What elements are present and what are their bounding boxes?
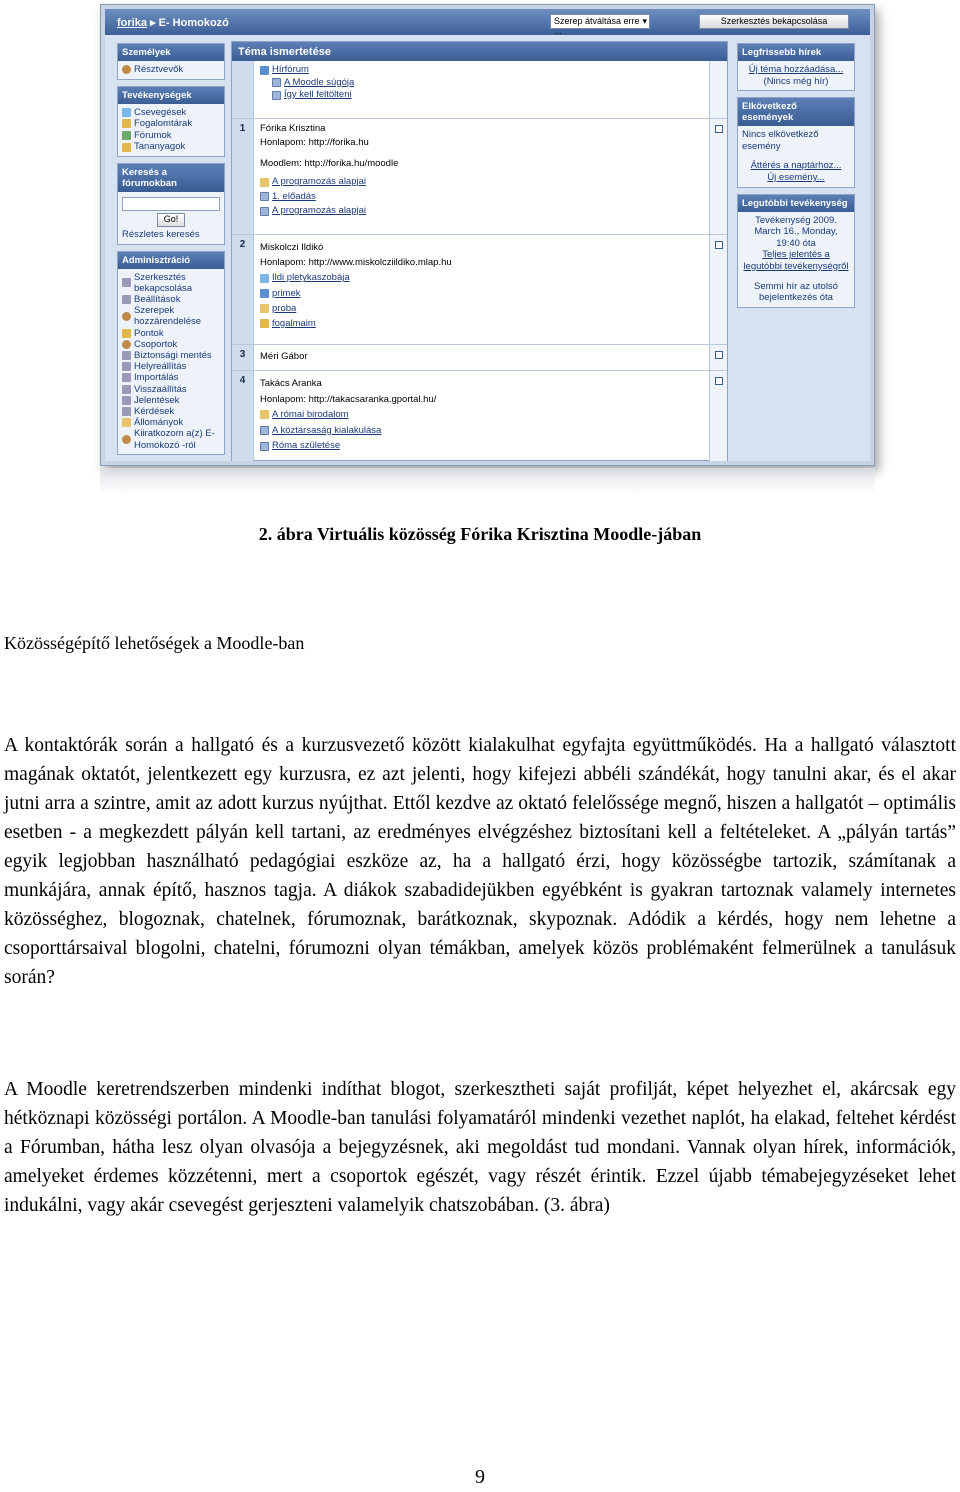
admin-item[interactable] (122, 272, 220, 294)
course-section-2 (232, 235, 727, 345)
activities-block-title: Tevékenységek (118, 87, 224, 104)
admin-item-label: Szerepek hozzárendelése (134, 305, 202, 328)
resource-label: A programozás alapjai (272, 176, 366, 188)
groups-icon (122, 340, 131, 349)
administration-block-title: Adminisztráció (118, 252, 224, 269)
admin-item-label: Visszaállítás (134, 383, 187, 395)
section-resource-link[interactable] (260, 316, 703, 331)
resource-label: 1. előadás (272, 190, 316, 202)
activity-label: Fórumok (134, 129, 172, 141)
moodle-navbar (105, 9, 870, 35)
moodle-screenshot (105, 9, 870, 461)
admin-item[interactable] (122, 350, 220, 361)
grades-icon (122, 329, 131, 338)
document-icon (272, 78, 281, 87)
admin-item[interactable] (122, 428, 220, 450)
forum-search-block-title: Keresés a fórumokban (118, 164, 224, 192)
reports-icon (122, 396, 131, 405)
no-upcoming-events: Nincs elkövetkező esemény (742, 129, 819, 152)
switch-role-select[interactable] (550, 14, 650, 36)
figure-reflection (100, 468, 875, 494)
upload-howto-link[interactable] (260, 89, 703, 102)
switch-role-value: Szerep átváltása erre ... (554, 16, 640, 36)
section-side (709, 371, 727, 461)
document-icon (260, 207, 269, 216)
latest-news-title: Legfrissebb hírek (738, 44, 854, 61)
section-side (709, 119, 727, 234)
page-number: 9 (475, 1466, 485, 1488)
section-resource-link[interactable] (260, 423, 703, 439)
participants-label: Résztvevők (134, 64, 184, 75)
go-to-calendar-link[interactable]: Áttérés a naptárhoz... (750, 160, 842, 172)
reset-icon (122, 385, 131, 394)
document-icon (272, 91, 281, 100)
section-resource-link[interactable] (260, 301, 703, 316)
show-only-section-icon[interactable] (715, 377, 723, 385)
restore-icon (122, 362, 131, 371)
activities-block (117, 86, 225, 157)
glossary-icon (122, 119, 131, 128)
recent-activity-title: Legutóbbi tevékenység (738, 195, 854, 212)
admin-item-label: Csoportok (134, 338, 178, 350)
activity-lessons-link[interactable] (122, 141, 220, 153)
chat-icon (122, 108, 131, 117)
turn-editing-on-button[interactable]: Szerkesztés bekapcsolása (699, 14, 849, 29)
admin-item-label: Kiiratkozom a(z) E-Homokozó -ról (134, 428, 215, 451)
moodle-screenshot-figure (100, 4, 875, 466)
blog-icon (260, 289, 269, 298)
figure-caption: 2. ábra Virtuális közösség Fórika Krisztina Moodle-jában (258, 524, 702, 544)
forum-search-go-button[interactable]: Go! (157, 213, 185, 227)
activity-since: Tevékenység 2009. March 16., Monday, 19:40 óta (754, 214, 838, 249)
latest-news-block (737, 43, 855, 91)
folder-icon (260, 304, 269, 313)
admin-item[interactable] (122, 417, 220, 428)
admin-item[interactable] (122, 384, 220, 395)
course-section-4 (232, 371, 727, 461)
upload-howto-label: Így kell feltölteni (284, 89, 352, 100)
show-only-section-icon[interactable] (715, 241, 723, 249)
people-block-title: Személyek (118, 44, 224, 61)
administration-block (117, 251, 225, 455)
admin-item[interactable] (122, 406, 220, 417)
admin-item-label: Jelentések (134, 394, 180, 406)
forum-icon (122, 131, 131, 140)
breadcrumb-site-link[interactable]: forika (117, 17, 147, 29)
section-number: 4 (232, 371, 254, 461)
section-resource-link[interactable] (260, 438, 703, 454)
admin-item-label: Helyreállítás (134, 361, 187, 373)
forum-search-input[interactable] (122, 197, 220, 211)
breadcrumb-separator: ▸ (150, 17, 156, 29)
course-section-0 (232, 61, 727, 119)
section-number (232, 61, 254, 118)
section-number: 3 (232, 345, 254, 370)
settings-icon (122, 295, 131, 304)
files-icon (122, 418, 131, 427)
section-homepage[interactable]: Honlapom: http://www.miskolcziildiko.mlap.hu (260, 257, 452, 269)
admin-item-label: Kérdések (134, 406, 175, 417)
section-side (709, 61, 727, 118)
section-resource-link[interactable] (260, 407, 703, 423)
roles-icon (122, 312, 131, 321)
body-paragraph: A Moodle keretrendszerben mindenki indíthat blogot, szerkesztheti saját profilját, képet helyezhet el, akárcsak egy hétköznapi közösségi portálon. A Moodle-ban tanulási folyamatáról mindenki vezethet naplót, ha elakad, feltehet kérdést a Fórumban, hátha lesz olyan olvasója a bejegyzésnek, aki megoldást tud mondani. Vannak olyan hírek, információk, amelyeket érdemes közzétenni, mert a csoportok egészét, vagy részét érintik. Ezzel újabb témabejegyzéseket lehet indukálni, vagy akár csevegést gerjeszteni valamelyik chatszobában. (3. ábra) (4, 1079, 956, 1216)
chevron-down-icon: ▾ (642, 16, 647, 26)
questions-icon (122, 407, 131, 416)
section-resource-link[interactable] (260, 286, 703, 301)
course-section-3 (232, 345, 727, 371)
section-homepage[interactable]: Honlapom: http://takacsaranka.gportal.hu/ (260, 393, 437, 405)
left-column (117, 43, 225, 461)
document-icon (260, 442, 269, 451)
breadcrumb (117, 16, 229, 29)
show-only-section-icon[interactable] (715, 351, 723, 359)
section-side (709, 345, 727, 370)
section-moodle-link[interactable]: Moodlem: http://forika.hu/moodle (260, 157, 399, 169)
right-column (737, 43, 855, 314)
admin-item-label: Beállítások (134, 293, 181, 305)
admin-item[interactable] (122, 361, 220, 372)
no-news-note: (Nincs még hír) (763, 75, 829, 87)
unenrol-icon (122, 435, 131, 444)
forum-icon (260, 66, 269, 75)
nothing-new-note: Semmi hír az utolsó bejelentkezés óta (754, 280, 838, 304)
advanced-search-label: Részletes keresés (122, 228, 200, 240)
section-side (709, 235, 727, 344)
show-only-section-icon[interactable] (715, 125, 723, 133)
breadcrumb-course: E- Homokozó (158, 17, 229, 29)
admin-item-label: Biztonsági mentés (134, 349, 212, 361)
activity-forums-link[interactable] (122, 130, 220, 142)
upcoming-events-title: Elkövetkező események (738, 98, 854, 126)
advanced-search-link[interactable] (122, 229, 220, 241)
section-author: Méri Gábor (260, 351, 308, 362)
section-author: Miskolczi Ildikó (260, 242, 324, 253)
resource-label: A római birodalom (272, 409, 349, 421)
section-resource-link[interactable] (260, 204, 703, 218)
resource-label: proba (272, 302, 297, 314)
topic-outline-title: Téma ismertetése (232, 42, 727, 61)
course-main-column (231, 41, 728, 461)
participants-icon (122, 65, 131, 74)
admin-item[interactable] (122, 294, 220, 305)
news-forum-link[interactable] (260, 64, 703, 77)
upcoming-events-block (737, 97, 855, 187)
section-resource-link[interactable] (260, 190, 703, 204)
chat-icon (260, 274, 269, 283)
moodle-help-label: A Moodle súgója (284, 76, 355, 88)
admin-item[interactable] (122, 328, 220, 339)
admin-item-label: Szerkesztés bekapcsolása (134, 271, 193, 294)
admin-item[interactable] (122, 395, 220, 406)
forum-search-block (117, 163, 225, 245)
activity-label: Csevegések (134, 106, 187, 118)
activity-label: Tananyagok (134, 141, 186, 153)
admin-item-label: Pontok (134, 327, 164, 339)
course-section-1 (232, 119, 727, 235)
resource-label: Ildi pletykaszobája (272, 272, 350, 284)
admin-item[interactable] (122, 339, 220, 350)
new-event-link[interactable]: Új esemény... (767, 171, 825, 183)
section-author: Takács Aranka (260, 378, 322, 389)
edit-icon (122, 278, 131, 287)
resource-label: primek (272, 287, 301, 299)
add-topic-link[interactable]: Új téma hozzáadása... (748, 64, 844, 75)
admin-item-label: Importálás (134, 372, 179, 384)
import-icon (122, 373, 131, 382)
activity-chats-link[interactable] (122, 107, 220, 119)
section-resource-link[interactable] (260, 270, 703, 285)
moodle-help-link[interactable] (260, 77, 703, 90)
resource-label: A köztársaság kialakulása (272, 424, 382, 436)
section-heading: Közösségépítő lehetőségek a Moodle-ban (4, 633, 305, 653)
participants-link[interactable] (122, 64, 220, 76)
resource-label: A programozás alapjai (272, 205, 366, 217)
people-block (117, 43, 225, 80)
admin-item-label: Állományok (134, 417, 184, 429)
admin-item[interactable] (122, 305, 220, 327)
section-number: 1 (232, 119, 254, 234)
glossary-icon (260, 319, 269, 328)
news-forum-label: Hírfórum (272, 64, 309, 75)
backup-icon (122, 351, 131, 360)
section-author: Fórika Krisztina (260, 123, 326, 134)
body-paragraph: A kontaktórák során a hallgató és a kurzusvezető között kialakulhat egyfajta együttműködés. Ha a hallgató választott magának oktatót, jelentkezett egy kurzusra, ez azt jelenti, hogy kifejezi abbéli szándékát, hogy tanulni akar, és el akar jutni arra a szintre, amit az adott kurzus nyújthat. Ettől kezdve az oktató felelőssége megnő, hiszen a hallgatót – optimális esetben - a megkezdett pályán kell tartani, az eredményes elvégzéshez biztosítani kell a feltételeket. A „pályán tartás” egyik legjobban használható pedagógiai eszköze az, ha a hallgató érzi, hogy közösségbe tartozik, számítanak a munkájára, annak építő, hasznos tagja. A diákok szabadidejükben egyébként is gyakran tartoznak valamely internetes közösséghez, blogoznak, chatelnek, fórumoznak, barátkoznak, skypoznak. Adódik a kérdés, hogy nem lehetne a csoporttársaival blogolni, chatelni, fórumozni olyan témákban, amelyek közös problémaként felmerülnek a tanulásuk során? (4, 735, 956, 988)
full-report-link[interactable]: Teljes jelentés a legutóbbi tevékenységről (743, 249, 849, 272)
resource-label: fogalmaim (272, 318, 316, 330)
folder-icon (260, 410, 269, 419)
folder-icon (260, 178, 269, 187)
document-icon (260, 192, 269, 201)
section-resource-link[interactable] (260, 175, 703, 189)
activity-glossaries-link[interactable] (122, 118, 220, 130)
section-number: 2 (232, 235, 254, 344)
document-icon (260, 426, 269, 435)
recent-activity-block (737, 194, 855, 308)
resource-label: Róma születése (272, 440, 341, 452)
activity-label: Fogalomtárak (134, 118, 193, 130)
section-homepage[interactable]: Honlapom: http://forika.hu (260, 137, 369, 149)
admin-item[interactable] (122, 372, 220, 383)
lesson-icon (122, 143, 131, 152)
